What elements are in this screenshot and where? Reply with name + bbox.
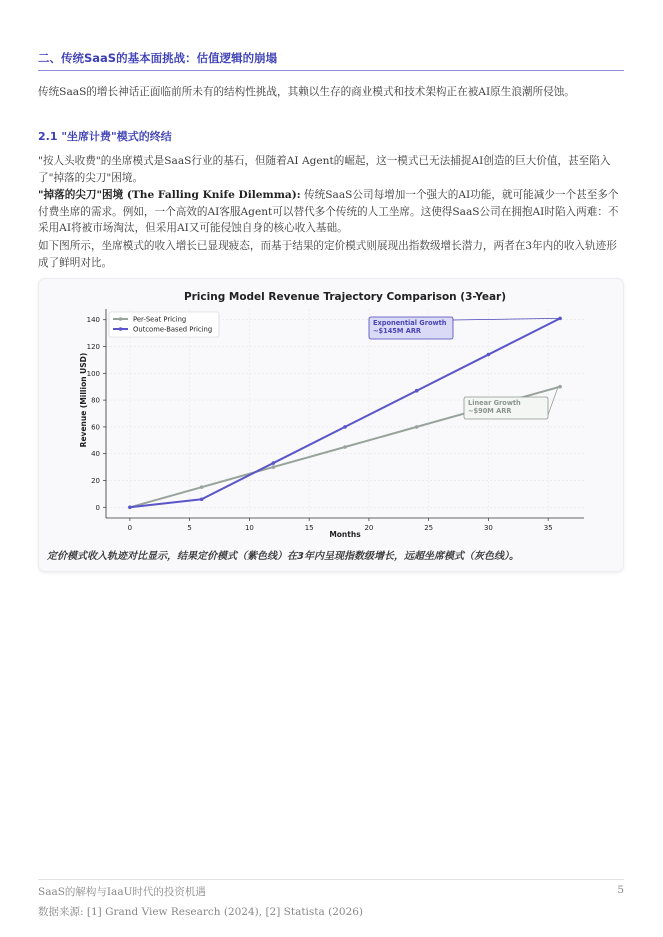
y-tick-label: 20 — [91, 476, 100, 485]
y-axis-label: Revenue (Million USD) — [79, 352, 88, 448]
data-point — [200, 485, 204, 489]
y-tick-label: 60 — [91, 423, 100, 432]
data-point — [487, 353, 491, 357]
paragraph-falling-knife — [38, 187, 624, 237]
legend-marker — [119, 317, 123, 321]
annotation-text: ~$145M ARR — [373, 327, 421, 335]
annotation-text: Linear Growth — [468, 399, 521, 407]
paragraph-chart-intro: 如下图所示，坐席模式的收入增长已显现疲态，而基于结果的定价模式则展现出指数级增长潜力，两者在3年内的收入轨迹形成了鲜明对比。 — [38, 240, 617, 269]
data-point — [558, 385, 562, 389]
x-tick-label: 0 — [127, 524, 133, 532]
data-point — [128, 505, 132, 509]
footer-sources: 数据来源: [1] Grand View Research (2024), [2] Statista (2026) — [38, 906, 364, 918]
legend-label: Per-Seat Pricing — [133, 315, 187, 324]
x-tick-label: 20 — [364, 524, 374, 532]
annotation-text: ~$90M ARR — [468, 407, 512, 415]
data-point — [415, 425, 419, 429]
page-number: 5 — [617, 884, 624, 896]
section-title: 二、传统SaaS的基本面挑战：估值逻辑的崩塌 — [38, 50, 624, 71]
subsection-title: 2.1 "坐席计费"模式的终结 — [38, 130, 172, 143]
figure-caption: 定价模式收入轨迹对比显示，结果定价模式（紫色线）在3年内呈现指数级增长，远超坐席模式（灰色线）。 — [47, 551, 519, 562]
annotation-text: Exponential Growth — [373, 319, 447, 327]
annotation-arrow — [548, 387, 558, 415]
data-point — [415, 389, 419, 393]
x-tick-label: 15 — [304, 524, 314, 532]
chart-figure — [38, 278, 624, 572]
y-tick-label: 0 — [95, 503, 100, 512]
y-tick-label: 80 — [91, 396, 100, 405]
legend-label: Outcome-Based Pricing — [133, 325, 213, 334]
falling-knife-text: 传统SaaS公司每增加一个强大的AI功能，就可能减少一个甚至多个付费坐席的需求。例如，一个高效的AI客服Agent可以替代多个传统的人工坐席。这使得SaaS公司在拥抱AI时陷入两难：不采用AI将被市场淘汰，但采用AI又可能侵蚀自身的核心收入基础。 — [38, 189, 619, 234]
line-chart — [39, 279, 625, 541]
legend-marker — [119, 327, 123, 331]
y-tick-label: 120 — [86, 343, 100, 352]
x-tick-label: 5 — [187, 524, 192, 532]
data-point — [343, 425, 347, 429]
x-tick-label: 35 — [543, 524, 553, 532]
x-tick-label: 30 — [483, 524, 493, 532]
falling-knife-term: "掉落的尖刀"困境 (The Falling Knife Dilemma): — [38, 189, 301, 201]
y-tick-label: 140 — [86, 316, 100, 325]
data-point — [272, 465, 276, 469]
data-point — [343, 445, 347, 449]
x-axis-label: Months — [329, 530, 361, 539]
y-tick-label: 100 — [86, 369, 100, 378]
section-intro: 传统SaaS的增长神话正面临前所未有的结构性挑战，其赖以生存的商业模式和技术架构正在被AI原生浪潮所侵蚀。 — [38, 86, 575, 98]
data-point — [200, 497, 204, 501]
x-tick-label: 25 — [424, 524, 434, 532]
data-point — [272, 461, 276, 465]
footer-divider — [38, 879, 624, 880]
data-point — [558, 317, 562, 321]
y-tick-label: 40 — [91, 450, 100, 459]
chart-title: Pricing Model Revenue Trajectory Comparison (3-Year) — [183, 291, 507, 303]
footer-title: SaaS的解构与IaaU时代的投资机遇 — [38, 886, 206, 898]
paragraph-seat-model: "按人头收费"的坐席模式是SaaS行业的基石，但随着AI Agent的崛起，这一模式已无法捕捉AI创造的巨大价值，甚至陷入了"掉落的尖刀"困境。 — [38, 155, 611, 184]
x-tick-label: 10 — [244, 524, 254, 532]
